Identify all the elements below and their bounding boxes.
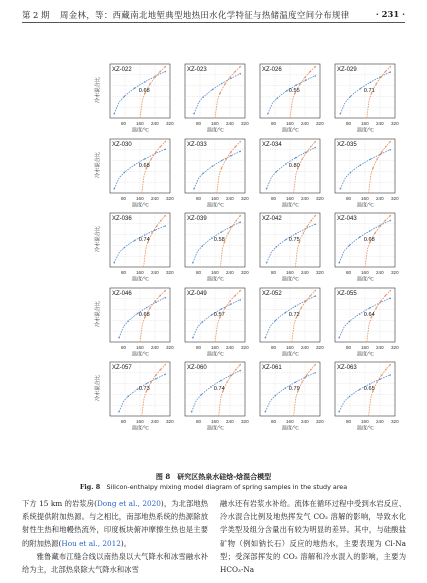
mixing-panel — [185, 213, 249, 283]
body-column-left — [22, 497, 208, 576]
mixing-panel — [185, 139, 249, 209]
panel-id: XZ-055 — [337, 291, 357, 297]
x-tick-label: 320 — [241, 270, 249, 275]
x-axis-label: 温度/°C — [357, 277, 374, 283]
figure-caption-cn: 图 8 研究区热泉水硅焓-焓混合模型 — [155, 472, 272, 481]
mixing-ratio-value: 0.74 — [213, 386, 225, 393]
x-tick-label: 320 — [166, 419, 174, 424]
silica-curve — [119, 374, 165, 411]
x-tick-label: 160 — [361, 345, 369, 350]
x-tick-label: 80 — [271, 121, 277, 126]
x-tick-label: 240 — [226, 196, 234, 201]
mixing-panel — [335, 288, 399, 358]
x-tick-label: 80 — [271, 270, 277, 275]
x-tick-label: 160 — [286, 345, 294, 350]
x-tick-label: 240 — [151, 419, 159, 424]
x-tick-label: 80 — [196, 196, 202, 201]
x-tick-label: 160 — [211, 196, 219, 201]
mixing-panel — [185, 362, 249, 432]
silica-curve — [339, 375, 390, 412]
x-tick-label: 80 — [346, 121, 352, 126]
silica-curve — [194, 151, 240, 188]
figure-label-en: Fig. 8 — [79, 483, 101, 491]
x-axis-label: 温度/°C — [282, 277, 299, 283]
x-tick-label: 160 — [286, 419, 294, 424]
x-tick-label: 160 — [361, 196, 369, 201]
figure-caption-en-text: Silicon-enthalpy mixing model diagram of spring samples in the study area — [100, 483, 348, 491]
panel-id: XZ-063 — [337, 365, 357, 371]
silica-point — [314, 75, 316, 77]
enthalpy-curve — [369, 142, 391, 193]
x-tick-label: 160 — [136, 270, 144, 275]
x-tick-label: 240 — [226, 270, 234, 275]
x-tick-label: 160 — [211, 345, 219, 350]
x-tick-label: 240 — [376, 196, 384, 201]
mixing-panel — [185, 64, 249, 134]
x-tick-label: 160 — [211, 121, 219, 126]
x-tick-label: 80 — [196, 419, 202, 424]
x-axis-label: 温度/°C — [207, 203, 224, 209]
x-tick-label: 240 — [301, 196, 309, 201]
enthalpy-point — [239, 364, 241, 366]
silica-curve — [114, 226, 165, 263]
body-column-right — [220, 497, 406, 576]
x-tick-label: 80 — [196, 121, 202, 126]
x-tick-label: 80 — [121, 121, 127, 126]
x-tick-label: 160 — [211, 270, 219, 275]
x-axis-label: 温度/°C — [282, 203, 299, 209]
x-axis-label: 温度/°C — [207, 128, 224, 134]
x-axis-label: 温度/°C — [132, 128, 149, 134]
panel-id: XZ-036 — [112, 216, 132, 222]
x-tick-label: 80 — [346, 270, 352, 275]
mixing-panel — [260, 64, 324, 134]
x-tick-label: 80 — [121, 196, 127, 201]
x-tick-label: 320 — [241, 345, 249, 350]
x-axis-label: 温度/°C — [207, 352, 224, 358]
mixing-panel — [260, 213, 324, 283]
x-tick-label: 240 — [301, 345, 309, 350]
mixing-ratio-value: 0.72 — [288, 312, 300, 319]
mixing-panel — [93, 213, 174, 283]
mixing-ratio-value: 0.75 — [288, 237, 300, 244]
x-tick-label: 240 — [376, 121, 384, 126]
x-tick-label: 320 — [241, 196, 249, 201]
x-tick-label: 160 — [136, 196, 144, 201]
x-tick-label: 80 — [121, 270, 127, 275]
issue-number: 第 2 期 — [22, 10, 50, 20]
enthalpy-curve — [217, 142, 240, 193]
y-axis-label: 冷水混合比 — [95, 152, 101, 178]
x-tick-label: 240 — [151, 196, 159, 201]
x-tick-label: 320 — [166, 121, 174, 126]
x-tick-label: 240 — [226, 419, 234, 424]
panel-id: XZ-035 — [337, 142, 357, 148]
mixing-panel — [93, 362, 174, 432]
panel-id: XZ-029 — [337, 67, 357, 73]
x-tick-label: 80 — [346, 196, 352, 201]
x-axis-label: 温度/°C — [357, 426, 374, 432]
x-tick-label: 240 — [151, 345, 159, 350]
x-axis-label: 温度/°C — [132, 426, 149, 432]
x-tick-label: 160 — [361, 121, 369, 126]
mixing-ratio-value: 0.68 — [138, 312, 150, 319]
x-tick-label: 320 — [166, 196, 174, 201]
mixing-ratio-value: 0.58 — [213, 237, 225, 244]
mixing-ratio-value: 0.71 — [363, 88, 375, 95]
x-tick-label: 320 — [316, 345, 324, 350]
panel-id: XZ-022 — [112, 67, 132, 73]
mixing-panel — [335, 362, 399, 432]
panel-id: XZ-034 — [262, 142, 282, 148]
mixing-ratio-value: 0.65 — [363, 386, 375, 393]
x-tick-label: 320 — [166, 345, 174, 350]
panel-id: XZ-046 — [112, 291, 132, 297]
mixing-panel — [93, 64, 174, 134]
mixing-ratio-value: 0.68 — [138, 88, 150, 95]
enthalpy-point — [389, 364, 391, 366]
x-tick-label: 320 — [391, 419, 399, 424]
x-tick-label: 320 — [241, 419, 249, 424]
x-tick-label: 240 — [376, 419, 384, 424]
x-tick-label: 320 — [166, 270, 174, 275]
y-axis-label: 冷水混合比 — [95, 301, 101, 327]
mixing-panel — [185, 288, 249, 358]
mixing-ratio-value: 0.55 — [288, 88, 300, 95]
enthalpy-point — [164, 215, 166, 217]
x-tick-label: 160 — [136, 121, 144, 126]
x-axis-label: 温度/°C — [132, 352, 149, 358]
silica-curve — [340, 150, 390, 189]
x-tick-label: 80 — [121, 345, 127, 350]
x-tick-label: 160 — [136, 345, 144, 350]
x-tick-label: 240 — [376, 345, 384, 350]
x-axis-label: 温度/°C — [132, 277, 149, 283]
x-tick-label: 80 — [346, 345, 352, 350]
panel-id: XZ-033 — [187, 142, 207, 148]
enthalpy-curve — [215, 67, 240, 118]
mixing-panel — [93, 288, 174, 358]
x-axis-label: 温度/°C — [207, 426, 224, 432]
panel-id: XZ-030 — [112, 142, 132, 148]
enthalpy-point — [314, 364, 316, 366]
panel-id: XZ-023 — [187, 67, 207, 73]
page-number: · 231 · — [375, 9, 405, 19]
x-axis-label: 温度/°C — [282, 426, 299, 432]
x-tick-label: 320 — [391, 270, 399, 275]
mixing-panel — [335, 139, 399, 209]
x-tick-label: 320 — [316, 196, 324, 201]
panel-id: XZ-043 — [337, 216, 357, 222]
x-tick-label: 320 — [316, 270, 324, 275]
mixing-ratio-value: 0.74 — [138, 237, 150, 244]
x-tick-label: 240 — [301, 270, 309, 275]
x-tick-label: 160 — [136, 419, 144, 424]
panel-id: XZ-042 — [262, 216, 282, 222]
x-tick-label: 80 — [271, 345, 277, 350]
panel-id: XZ-061 — [262, 365, 282, 371]
x-tick-label: 320 — [316, 121, 324, 126]
x-tick-label: 160 — [286, 196, 294, 201]
mixing-ratio-value: 0.57 — [213, 312, 225, 319]
x-tick-label: 240 — [151, 270, 159, 275]
x-tick-label: 160 — [286, 121, 294, 126]
y-axis-label: 冷水混合比 — [95, 375, 101, 401]
x-tick-label: 320 — [391, 121, 399, 126]
mixing-panel — [93, 139, 174, 209]
citation-link[interactable]: Hou et al., 2012 — [61, 538, 121, 548]
running-title: 周金林，等：西藏南北地堑典型地热田水化学特征与热储温度空间分布规律 — [60, 10, 350, 20]
mixing-ratio-value: 0.79 — [288, 386, 300, 393]
figure-caption-en — [0, 482, 427, 491]
x-axis-label: 温度/°C — [357, 352, 374, 358]
citation-link[interactable]: Dong et al., 2020 — [96, 499, 161, 508]
panel-id: XZ-060 — [187, 365, 207, 371]
x-tick-label: 240 — [226, 121, 234, 126]
x-tick-label: 240 — [151, 121, 159, 126]
panel-id: XZ-057 — [112, 365, 132, 371]
body-paragraph: 雅鲁藏布江缝合线以南热泉以大气降水和冰雪融水补给为主，北部热泉除大气降水和冰雪 — [22, 551, 208, 575]
x-axis-label: 温度/°C — [357, 128, 374, 134]
x-tick-label: 240 — [376, 270, 384, 275]
x-tick-label: 160 — [361, 419, 369, 424]
silica-curve — [194, 74, 240, 114]
enthalpy-point — [314, 141, 316, 143]
x-axis-label: 温度/°C — [357, 203, 374, 209]
x-tick-label: 160 — [211, 419, 219, 424]
x-tick-label: 240 — [301, 121, 309, 126]
x-axis-label: 温度/°C — [282, 128, 299, 134]
x-tick-label: 160 — [361, 270, 369, 275]
mixing-panel — [260, 139, 324, 209]
x-tick-label: 240 — [226, 345, 234, 350]
x-tick-label: 80 — [346, 419, 352, 424]
x-axis-label: 温度/°C — [207, 277, 224, 283]
silica-point — [164, 225, 166, 227]
mixing-ratio-value: 0.80 — [288, 163, 300, 170]
silica-point — [389, 374, 391, 376]
body-paragraph: 下方 15 km 的岩浆房(Dong et al., 2020)，为北部地热系统提供附加热源。与之相比，南部地热系统的热源除放射性生热和地幔热流外，印度板块俯冲摩擦生热也是主要的附加热源(Hou et al., 2012)。 — [22, 499, 208, 548]
body-paragraph: 融水还有岩浆水补给。流体在循环过程中受到水岩反应、冷水混合比例及地热挥发气 CO₂ 溶解的影响，导致水化学类型及组分含量出有较为明显的差异。其中，与硅酸盐矿物（例如钠长石）反应的地热水，主要表现为 Cl-Na 型；受深部挥发的 CO₂ 溶解和冷水混入的影响，主要为 HCO₃-Na — [220, 499, 406, 575]
mixing-ratio-value: 0.68 — [363, 237, 375, 244]
x-tick-label: 80 — [271, 196, 277, 201]
mixing-panel — [260, 288, 324, 358]
silica-curve — [267, 224, 316, 262]
panel-id: XZ-026 — [262, 67, 282, 73]
mixing-ratio-value: 0.73 — [138, 386, 150, 393]
mixing-panel — [335, 64, 399, 134]
x-tick-label: 320 — [316, 419, 324, 424]
mixing-panel — [260, 362, 324, 432]
x-tick-label: 320 — [391, 196, 399, 201]
mixing-ratio-value: 0.64 — [363, 312, 375, 319]
x-tick-label: 80 — [196, 270, 202, 275]
x-tick-label: 160 — [286, 270, 294, 275]
y-axis-label: 冷水混合比 — [95, 77, 101, 103]
x-tick-label: 320 — [391, 345, 399, 350]
x-axis-label: 温度/°C — [282, 352, 299, 358]
x-axis-label: 温度/°C — [132, 203, 149, 209]
mixing-ratio-value: 0.68 — [138, 163, 150, 170]
panel-id: XZ-049 — [187, 291, 207, 297]
x-tick-label: 80 — [271, 419, 277, 424]
mixing-panel — [335, 213, 399, 283]
enthalpy-point — [389, 141, 391, 143]
x-tick-label: 320 — [241, 121, 249, 126]
y-axis-label: 冷水混合比 — [95, 226, 101, 252]
x-tick-label: 80 — [121, 419, 127, 424]
x-tick-label: 80 — [196, 345, 202, 350]
panel-id: XZ-052 — [262, 291, 282, 297]
panel-id: XZ-039 — [187, 216, 207, 222]
silica-curve — [265, 373, 315, 412]
x-tick-label: 240 — [301, 419, 309, 424]
